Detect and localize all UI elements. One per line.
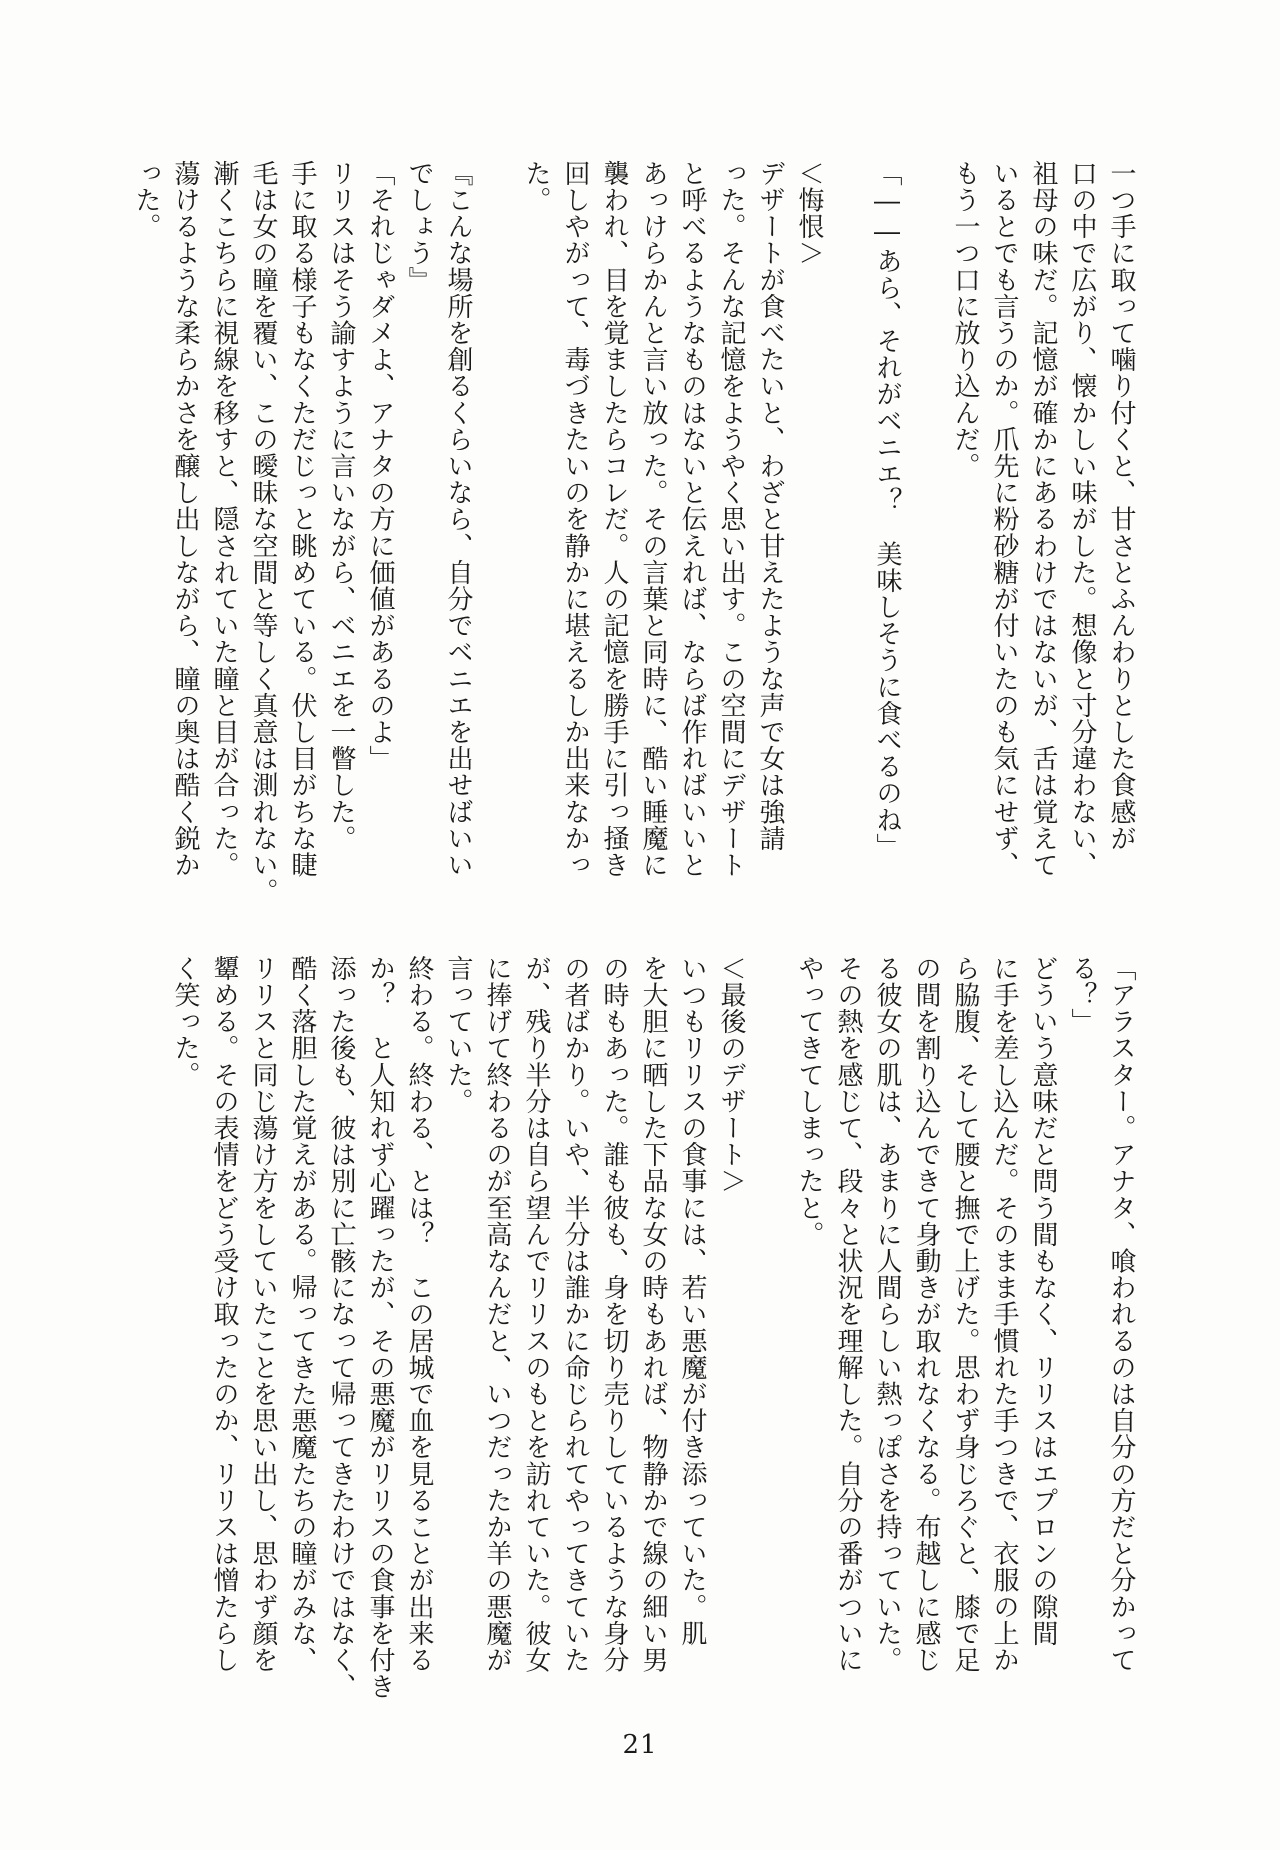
text-line: リリスはそう諭すように言いながら、ベニエを一瞥した。 <box>326 160 356 852</box>
text-line: もう一つ口に放り込んだ。 <box>950 160 980 480</box>
text-line: その熱を感じて、段々と状況を理解した。自分の番がついに <box>833 955 863 1674</box>
text-line: と呼べるようなものはないと伝えれば、ならば作ればいいと <box>677 160 707 879</box>
blank-line <box>828 160 867 920</box>
blank-line <box>477 160 516 920</box>
text-line: やってきてしまったと。 <box>794 955 824 1248</box>
text-line: いつもリリスの食事には、若い悪魔が付き添っていた。肌 <box>677 955 707 1647</box>
text-line: でしょう』 <box>404 160 434 293</box>
blank-line <box>750 955 789 1715</box>
text-line: に捧げて終わるのが至高なんだと、いつだったか羊の悪魔が <box>482 955 512 1674</box>
text-line: が、残り半分は自ら望んでリリスのもとを訪れていた。彼女 <box>521 955 551 1674</box>
section-heading-regret: ＜悔恨＞ <box>794 160 824 267</box>
text-line: 一つ手に取って噛り付くと、甘さとふんわりとした食感が <box>1106 160 1136 852</box>
text-line: 漸くこちらに視線を移すと、隠されていた瞳と目が合った。 <box>209 160 239 879</box>
upper-text-block <box>130 160 1140 920</box>
text-line: の者ばかり。いや、半分は誰かに命じられてやってきていた <box>560 955 590 1674</box>
text-line: 「アラスター。アナタ、喰われるのは自分の方だと分かって <box>1106 955 1136 1674</box>
text-line: ら脇腹、そして腰と撫で上げた。思わず身じろぐと、膝で足 <box>950 955 980 1674</box>
text-line: か？ と人知れず心躍ったが、その悪魔がリリスの食事を付き <box>365 955 395 1700</box>
text-line: 顰める。その表情をどう受け取ったのか、リリスは憎たらし <box>209 955 239 1674</box>
text-line: 酷く落胆した覚えがある。帰ってきた悪魔たちの瞳がみな、 <box>287 955 317 1674</box>
text-line: どういう意味だと問う間もなく、リリスはエプロンの隙間 <box>1028 955 1058 1647</box>
text-line: 『こんな場所を創るくらいなら、自分でベニエを出せばいい <box>443 160 473 879</box>
dialogue-line: 「――あら、それがベニエ？ 美味しそうに食べるのね」 <box>872 160 902 860</box>
text-line: に手を差し込んだ。そのまま手慣れた手つきで、衣服の上か <box>989 955 1019 1674</box>
text-line: た。 <box>521 160 551 214</box>
text-line: 口の中で広がり、懐かしい味がした。想像と寸分違わない、 <box>1067 160 1097 879</box>
text-line: 手に取る様子もなくただじっと眺めている。伏し目がちな睫 <box>287 160 317 879</box>
text-line: 蕩けるような柔らかさを醸し出しながら、瞳の奥は酷く鋭か <box>170 160 200 879</box>
text-line: 言っていた。 <box>443 955 473 1115</box>
text-line: った。そんな記憶をようやく思い出す。この空間にデザート <box>716 160 746 879</box>
text-line: る彼女の肌は、あまりに人間らしい熱っぽさを持っていた。 <box>872 955 902 1674</box>
text-line: く笑った。 <box>170 955 200 1088</box>
text-line: 回しやがって、毒づきたいのを静かに堪えるしか出来なかっ <box>560 160 590 879</box>
text-line: の時もあった。誰も彼も、身を切り売りしているような身分 <box>599 955 629 1674</box>
lower-text-block <box>130 955 1140 1715</box>
section-heading-last-dessert: ＜最後のデザート＞ <box>716 955 746 1195</box>
text-line: あっけらかんと言い放った。その言葉と同時に、酷い睡魔に <box>638 160 668 879</box>
blank-line <box>906 160 945 920</box>
text-line: リリスと同じ蕩け方をしていたことを思い出し、思わず顔を <box>248 955 278 1674</box>
text-line: 添った後も、彼は別に亡骸になって帰ってきたわけではなく、 <box>326 955 356 1700</box>
text-line: 終わる。終わる、とは？ この居城で血を見ることが出来る <box>404 955 434 1674</box>
text-line: を大胆に晒した下品な女の時もあれば、物静かで線の細い男 <box>638 955 668 1674</box>
text-line: の間を割り込んできて身動きが取れなくなる。布越しに感じ <box>911 955 941 1674</box>
text-line: デザートが食べたいと、わざと甘えたような声で女は強請 <box>755 160 785 852</box>
text-line: 毛は女の瞳を覆い、この曖昧な空間と等しく真意は測れない。 <box>248 160 278 905</box>
text-line: いるとでも言うのか。爪先に粉砂糖が付いたのも気にせず、 <box>989 160 1019 879</box>
text-line: る？」 <box>1067 955 1097 1035</box>
text-line: 襲われ、目を覚ましたらコレだ。人の記憶を勝手に引っ掻き <box>599 160 629 879</box>
text-line: 「それじゃダメよ、アナタの方に価値があるのよ」 <box>365 160 395 772</box>
page-number: 21 <box>622 1730 658 1760</box>
text-line: った。 <box>131 160 161 240</box>
text-line: 祖母の味だ。記憶が確かにあるわけではないが、舌は覚えて <box>1028 160 1058 879</box>
